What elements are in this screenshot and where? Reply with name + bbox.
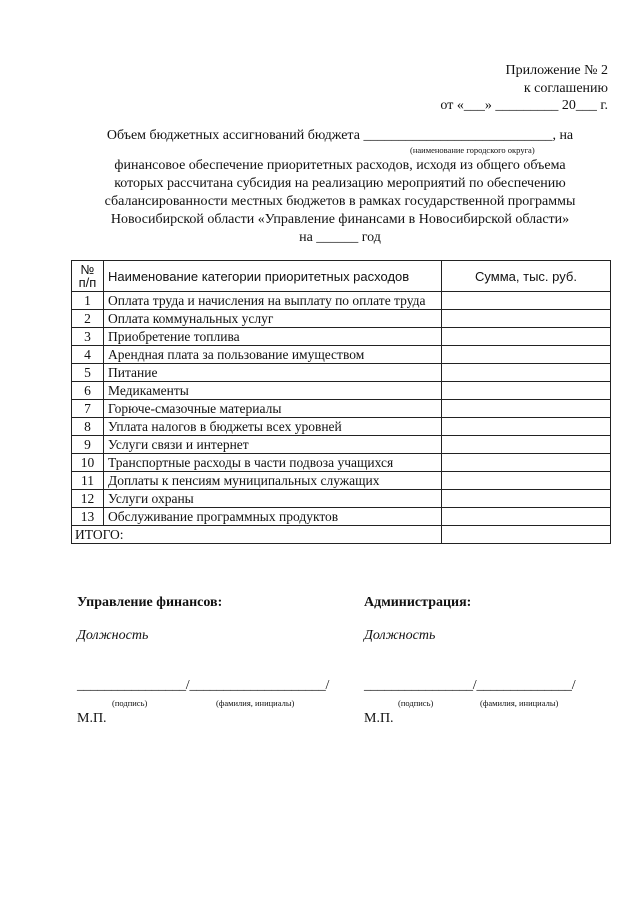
table-row (72, 490, 611, 508)
row-number: 8 (72, 418, 104, 436)
total-row (72, 526, 611, 544)
row-category-name: Услуги связи и интернет (104, 436, 442, 454)
row-number: 9 (72, 436, 104, 454)
row-category-name: Уплата налогов в бюджеты всех уровней (104, 418, 442, 436)
table-row (72, 418, 611, 436)
title-line-6: на ______ год (299, 230, 381, 245)
row-number: 13 (72, 508, 104, 526)
row-number: 5 (72, 364, 104, 382)
left-stamp: М.П. (77, 711, 107, 726)
row-sum-cell (442, 436, 611, 454)
row-category-name: Приобретение топлива (104, 328, 442, 346)
row-category-name: Оплата коммунальных услуг (104, 310, 442, 328)
left-org-label: Управление финансов: (77, 595, 223, 610)
title-caption: (наименование городского округа) (410, 145, 535, 155)
title-line-2: финансовое обеспечение приоритетных расходов, исходя из общего объема (114, 158, 566, 173)
row-number: 7 (72, 400, 104, 418)
row-category-name: Питание (104, 364, 442, 382)
title-line-4: сбалансированности местных бюджетов в рамках государственной программы (104, 194, 576, 209)
row-number: 6 (72, 382, 104, 400)
left-name-caption: (фамилия, инициалы) (216, 698, 295, 708)
row-sum-cell (442, 382, 611, 400)
right-stamp: М.П. (364, 711, 394, 726)
row-category-name: Горюче-смазочные материалы (104, 400, 442, 418)
right-name-caption: (фамилия, инициалы) (480, 698, 559, 708)
header-num: № п/п (72, 261, 104, 292)
right-signature-line: ________________/______________/ (364, 678, 576, 693)
row-category-name: Медикаменты (104, 382, 442, 400)
table-row (72, 310, 611, 328)
total-value (442, 526, 611, 544)
row-number: 1 (72, 292, 104, 310)
row-category-name: Доплаты к пенсиям муниципальных служащих (104, 472, 442, 490)
total-label: ИТОГО: (72, 526, 442, 544)
right-position-label: Должность (364, 628, 436, 643)
row-category-name: Оплата труда и начисления на выплату по оплате труда (104, 292, 442, 310)
row-number: 3 (72, 328, 104, 346)
left-sign-caption: (подпись) (112, 698, 148, 708)
table-body (72, 292, 611, 544)
table-row (72, 400, 611, 418)
title-line-3: которых рассчитана субсидия на реализацию мероприятий по обеспечению (114, 176, 566, 191)
row-sum-cell (442, 508, 611, 526)
row-category-name: Обслуживание программных продуктов (104, 508, 442, 526)
row-number: 2 (72, 310, 104, 328)
title-line-1: Объем бюджетных ассигнований бюджета ___________________________, на (106, 128, 574, 143)
table-header-row (72, 261, 611, 292)
row-sum-cell (442, 454, 611, 472)
row-sum-cell (442, 364, 611, 382)
row-sum-cell (442, 310, 611, 328)
table-row (72, 292, 611, 310)
left-signature-line: ________________/____________________/ (77, 678, 330, 693)
table-row (72, 328, 611, 346)
row-category-name: Услуги охраны (104, 490, 442, 508)
row-sum-cell (442, 490, 611, 508)
right-sign-caption: (подпись) (398, 698, 434, 708)
priority-expenses-table (71, 260, 611, 544)
right-org-label: Администрация: (364, 595, 472, 610)
title-line-5: Новосибирской области «Управление финансами в Новосибирской области» (110, 212, 570, 227)
row-sum-cell (442, 418, 611, 436)
row-number: 11 (72, 472, 104, 490)
row-sum-cell (442, 400, 611, 418)
table-row (72, 346, 611, 364)
row-number: 10 (72, 454, 104, 472)
appendix-agreement: к соглашению (523, 81, 608, 96)
row-category-name: Арендная плата за пользование имуществом (104, 346, 442, 364)
appendix-number: Приложение № 2 (505, 63, 608, 78)
header-name: Наименование категории приоритетных расходов (104, 261, 442, 292)
left-position-label: Должность (77, 628, 149, 643)
table-row (72, 454, 611, 472)
table-row (72, 472, 611, 490)
row-category-name: Транспортные расходы в части подвоза учащихся (104, 454, 442, 472)
appendix-date: от «___» _________ 20___ г. (440, 98, 608, 113)
header-sum: Сумма, тыс. руб. (442, 261, 611, 292)
table-row (72, 364, 611, 382)
row-number: 4 (72, 346, 104, 364)
table-row (72, 382, 611, 400)
row-sum-cell (442, 346, 611, 364)
row-number: 12 (72, 490, 104, 508)
table-row (72, 436, 611, 454)
row-sum-cell (442, 472, 611, 490)
table-row (72, 508, 611, 526)
row-sum-cell (442, 328, 611, 346)
row-sum-cell (442, 292, 611, 310)
